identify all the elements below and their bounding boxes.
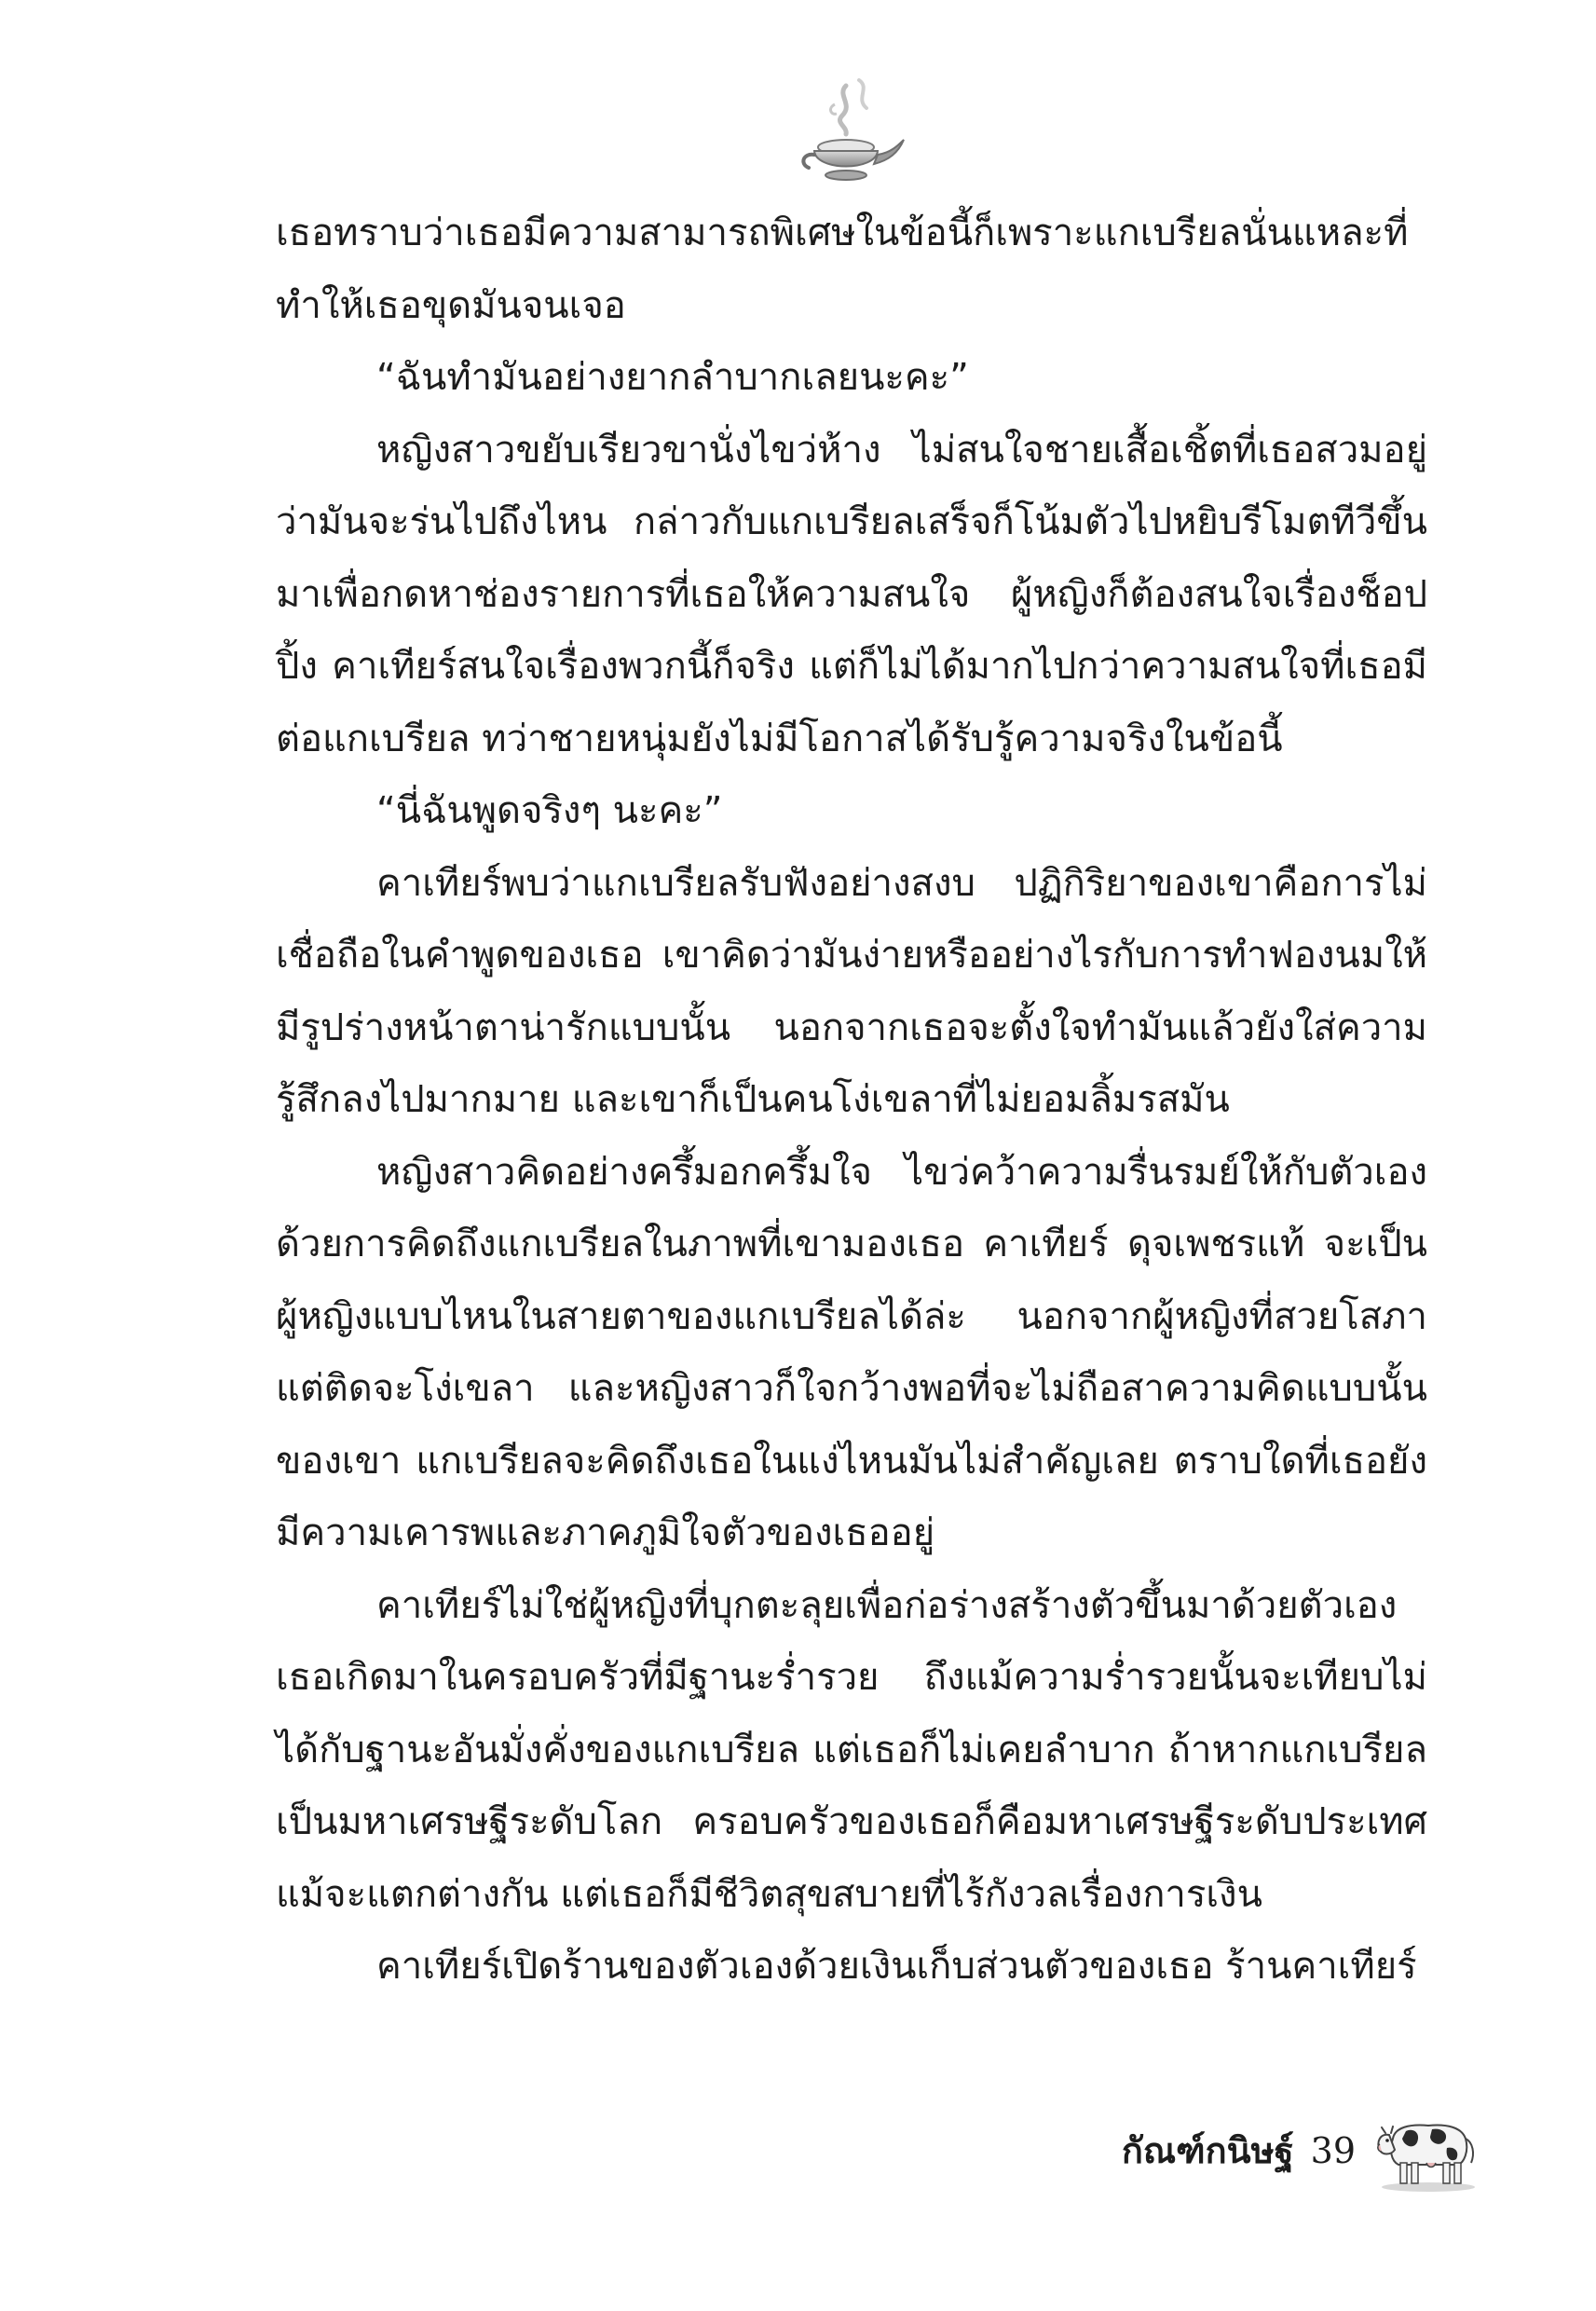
page-number: 39 xyxy=(1310,2130,1356,2171)
paragraph: “นี่ฉันพูดจริงๆ นะคะ” xyxy=(376,789,723,832)
page-footer xyxy=(1122,2101,1484,2195)
paragraph: “ฉันทำมันอย่างยากลำบากเลยนะคะ” xyxy=(376,356,969,399)
book-title: กัณฑ์กนิษฐ์ xyxy=(1121,2130,1294,2171)
paragraph: คาเทียร์ไม่ใช่ผู้หญิงที่บุกตะลุยเพื่อก่อร่างสร้างตัวขึ้นมาด้วยตัวเอง เธอเกิดมาในครอบครัวที่มีฐานะร่ำรวย ถึงแม้ความร่ำรวยนั้นจะเทียบไม่ได้กับฐานะอันมั่งคั่งของแกเบรียล แต่เธอก็ไม่เคยลำบาก ถ้าหากแกเบรียลเป็นมหาเศรษฐีระดับโลก ครอบครัวของเธอก็คือมหาเศรษฐีระดับประเทศ แม้จะแตกต่างกัน แต่เธอก็มีชีวิตสุขสบายที่ไร้กังวลเรื่องการเงิน xyxy=(276,1583,1427,1916)
paragraph: หญิงสาวคิดอย่างครึ้มอกครึ้มใจ ไขว่คว้าความรื่นรมย์ให้กับตัวเองด้วยการคิดถึงแกเบรียลในภาพที่เขามองเธอ คาเทียร์ ดุจเพชรแท้ จะเป็นผู้หญิงแบบไหนในสายตาของแกเบรียลได้ล่ะ นอกจากผู้หญิงที่สวยโสภาแต่ติดจะโง่เขลา และหญิงสาวก็ใจกว้างพอที่จะไม่ถือสาความคิดแบบนั้นของเขา แกเบรียลจะคิดถึงเธอในแง่ไหนมันไม่สำคัญเลย ตราบใดที่เธอยังมีความเคารพและภาคภูมิใจตัวของเธออยู่ xyxy=(276,1150,1427,1554)
magic-lamp-icon xyxy=(781,67,911,198)
body-text xyxy=(276,198,1427,2003)
paragraph: คาเทียร์เปิดร้านของตัวเองด้วยเงินเก็บส่วนตัวของเธอ ร้านคาเทียร์ xyxy=(376,1945,1417,1988)
paragraph: เธอทราบว่าเธอมีความสามารถพิเศษในข้อนี้ก็เพราะแกเบรียลนั่นแหละที่ทำให้เธอขุดมันจนเจอ xyxy=(276,212,1409,327)
paragraph: คาเทียร์พบว่าแกเบรียลรับฟังอย่างสงบ ปฏิกิริยาของเขาคือการไม่เชื่อถือในคำพูดของเธอ เขาคิดว่ามันง่ายหรืออย่างไรกับการทำฟองนมให้มีรูปร่างหน้าตาน่ารักแบบนั้น นอกจากเธอจะตั้งใจทำมันแล้วยังใส่ความรู้สึกลงไปมากมาย และเขาก็เป็นคนโง่เขลาที่ไม่ยอมลิ้มรสมัน xyxy=(276,861,1427,1121)
cow-icon xyxy=(1372,2101,1484,2195)
paragraph: หญิงสาวขยับเรียวขานั่งไขว่ห้าง ไม่สนใจชายเสื้อเชิ้ตที่เธอสวมอยู่ว่ามันจะร่นไปถึงไหน กล่าวกับแกเบรียลเสร็จก็โน้มตัวไปหยิบรีโมตทีวีขึ้นมาเพื่อกดหาช่องรายการที่เธอให้ความสนใจ ผู้หญิงก็ต้องสนใจเรื่องช็อปปิ้ง คาเทียร์สนใจเรื่องพวกนี้ก็จริง แต่ก็ไม่ได้มากไปกว่าความสนใจที่เธอมีต่อแกเบรียล ทว่าชายหนุ่มยังไม่มีโอกาสได้รับรู้ความจริงในข้อนี้ xyxy=(276,428,1427,760)
